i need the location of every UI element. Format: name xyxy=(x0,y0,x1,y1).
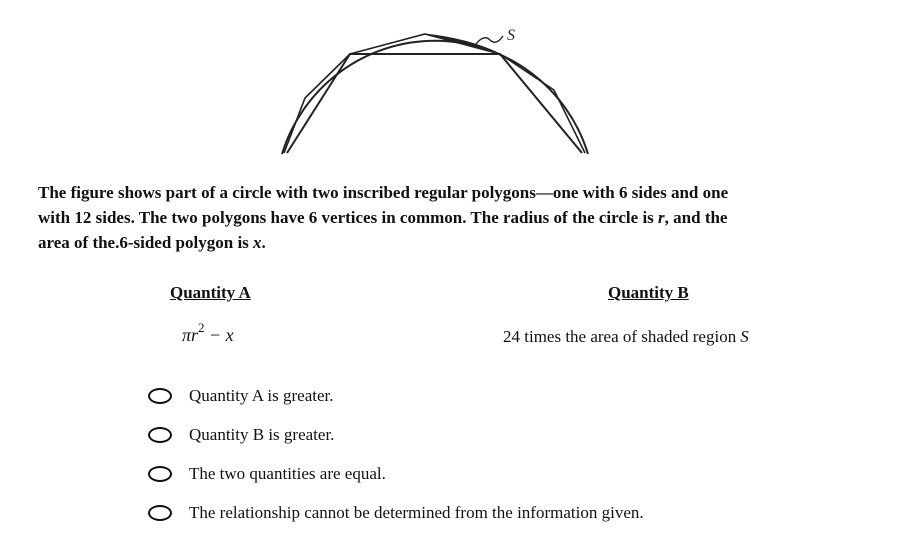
quantity-b-value xyxy=(503,327,749,347)
choice-d-label: The relationship cannot be determined from the information given. xyxy=(189,502,644,522)
variable-r: r xyxy=(658,208,665,227)
hexagon-edges xyxy=(287,54,582,153)
problem-line-2-end: , and the xyxy=(664,208,728,227)
quantity-a-value xyxy=(182,322,234,346)
quantity-b-text: 24 times the area of shaded region xyxy=(503,327,737,346)
circle-polygon-figure xyxy=(270,20,600,160)
radio-button-c[interactable] xyxy=(148,466,172,482)
problem-line-3 xyxy=(38,230,858,255)
choice-c-label: The two quantities are equal. xyxy=(189,463,386,483)
choice-d[interactable] xyxy=(148,493,644,532)
quantity-b-header: Quantity B xyxy=(608,283,689,302)
choice-b[interactable] xyxy=(148,415,644,454)
quantity-a-tail: − x xyxy=(204,325,234,345)
label-pointer xyxy=(476,36,503,44)
choice-a-label: Quantity A is greater. xyxy=(189,385,334,405)
shaded-region-s xyxy=(425,34,500,54)
quantity-a-base: πr xyxy=(182,325,199,345)
problem-line-2 xyxy=(38,205,858,230)
problem-line-2-text: with 12 sides. The two polygons have 6 vertices in common. The radius of the circle is xyxy=(38,208,659,227)
variable-x: x xyxy=(253,233,262,252)
choice-a[interactable] xyxy=(148,376,644,415)
quantity-a-header: Quantity A xyxy=(170,283,251,302)
problem-line-1: The figure shows part of a circle with two inscribed regular polygons—one with 6 sides and one xyxy=(38,183,729,202)
problem-statement xyxy=(38,180,858,255)
choice-b-label: Quantity B is greater. xyxy=(189,424,335,444)
problem-line-3-end: . xyxy=(261,233,266,252)
radio-button-d[interactable] xyxy=(148,505,172,521)
choice-c[interactable] xyxy=(148,454,644,493)
dodecagon-edges xyxy=(284,34,585,153)
quantity-b-variable: S xyxy=(740,327,749,346)
radio-button-b[interactable] xyxy=(148,427,172,443)
radio-button-a[interactable] xyxy=(148,388,172,404)
answer-choices xyxy=(148,376,644,532)
quantity-a-exponent: 2 xyxy=(198,320,205,335)
shaded-region-label: S xyxy=(507,27,515,44)
problem-line-3-text: area of the.6-sided polygon is xyxy=(38,233,254,252)
circle-arc xyxy=(282,41,588,154)
